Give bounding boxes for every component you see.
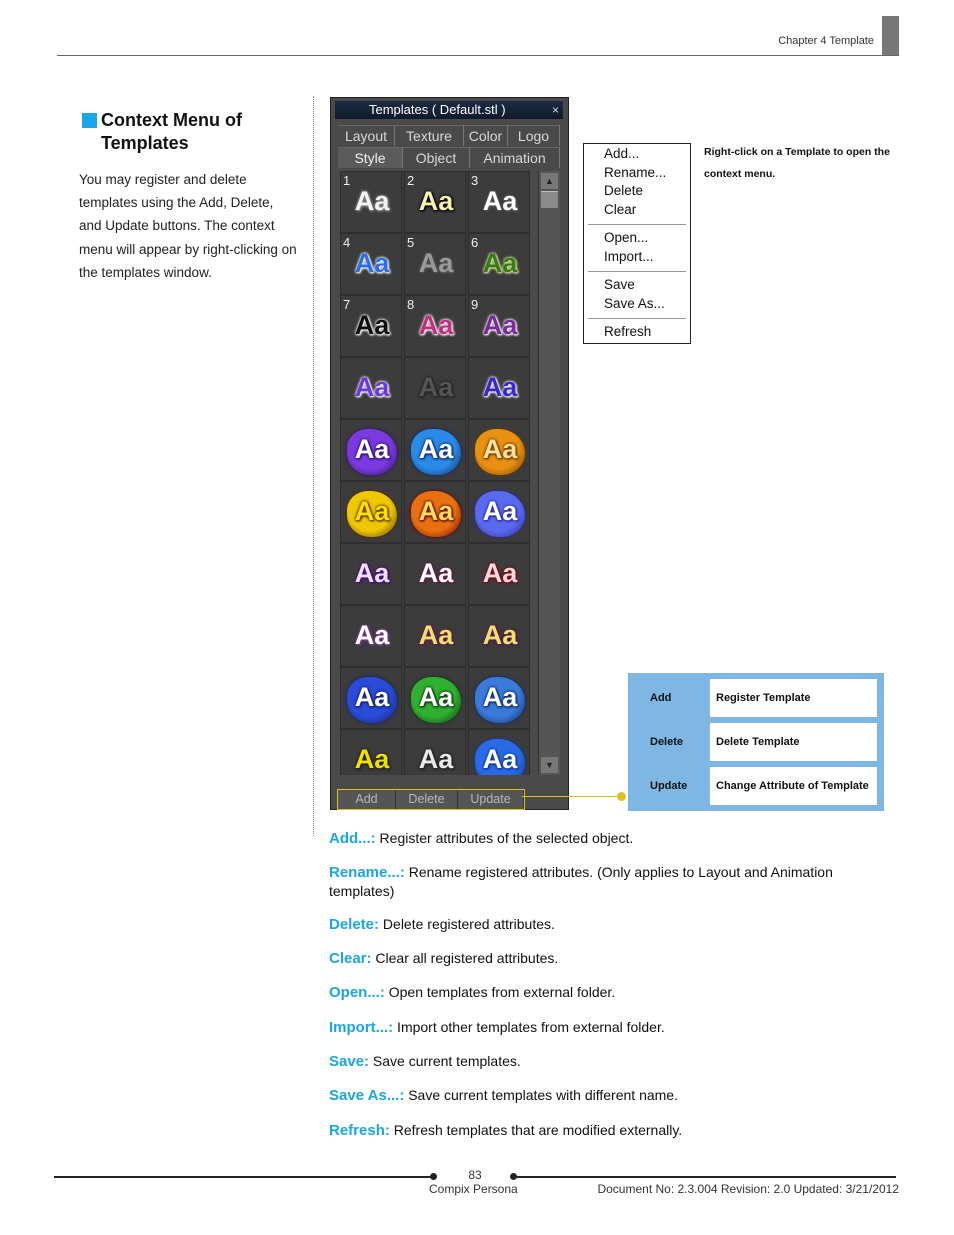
template-cell[interactable] <box>340 171 402 233</box>
tab-style[interactable]: Style <box>338 147 403 168</box>
definition-text: Save current templates. <box>369 1053 521 1069</box>
button-table-value: Register Template <box>710 679 877 717</box>
template-cell[interactable] <box>340 419 402 481</box>
template-number: 6 <box>471 235 479 250</box>
definition-term: Save As...: <box>329 1087 405 1104</box>
template-cell[interactable] <box>468 605 530 667</box>
template-number: 1 <box>343 173 351 188</box>
template-cell[interactable] <box>468 419 530 481</box>
templates-window <box>330 97 569 810</box>
close-icon[interactable]: × <box>551 103 559 117</box>
menu-item-rename[interactable]: Rename... <box>604 164 667 180</box>
template-preview-text: Aa <box>482 558 518 588</box>
template-number: 7 <box>343 297 351 312</box>
definition-term: Save: <box>329 1053 370 1070</box>
tab-row-bottom <box>338 147 560 168</box>
definition-item <box>329 1121 889 1140</box>
menu-separator <box>588 224 686 225</box>
definition-term: Rename...: <box>329 864 405 881</box>
template-preview-text: Aa <box>354 496 390 526</box>
definition-item <box>329 983 889 1002</box>
template-cell[interactable] <box>404 543 466 605</box>
footer-rule-left <box>54 1176 434 1178</box>
definition-term: Refresh: <box>329 1122 390 1139</box>
template-preview-text: Aa <box>418 496 454 526</box>
template-preview-text: Aa <box>418 558 454 588</box>
template-preview-text: Aa <box>354 186 390 216</box>
update-button[interactable]: Update <box>458 790 524 809</box>
definition-item <box>329 1086 889 1105</box>
definition-text: Rename registered attributes. (Only applies to Layout and Animation templates) <box>329 864 833 899</box>
definition-text: Clear all registered attributes. <box>371 950 559 966</box>
context-menu <box>583 143 691 344</box>
template-preview-text: Aa <box>354 744 390 774</box>
template-preview-text: Aa <box>482 372 518 402</box>
template-preview-text: Aa <box>418 682 454 712</box>
definition-text: Refresh templates that are modified externally. <box>389 1122 683 1138</box>
template-scrollbar[interactable] <box>538 171 560 775</box>
template-number: 4 <box>343 235 351 250</box>
template-cell[interactable] <box>404 171 466 233</box>
chapter-label: Chapter 4 Template <box>778 35 874 47</box>
scroll-thumb[interactable] <box>541 191 558 208</box>
tab-row-top <box>338 125 560 146</box>
definition-term: Clear: <box>329 950 372 967</box>
template-number: 2 <box>407 173 415 188</box>
button-table-value: Change Attribute of Template <box>710 767 877 805</box>
menu-item-save-as[interactable]: Save As... <box>604 295 665 311</box>
footer-dot-left <box>430 1173 437 1180</box>
template-number: 3 <box>471 173 479 188</box>
tab-logo[interactable]: Logo <box>508 125 560 146</box>
menu-item-open[interactable]: Open... <box>604 230 649 245</box>
definition-text: Import other templates from external folder. <box>393 1019 665 1035</box>
section-title: Context Menu of Templates <box>101 110 242 153</box>
template-cell[interactable] <box>468 543 530 605</box>
template-preview-text: Aa <box>418 186 454 216</box>
callout-line <box>522 796 622 797</box>
template-cell[interactable] <box>468 233 530 295</box>
scroll-down-icon[interactable]: ▼ <box>541 757 558 773</box>
template-preview-text: Aa <box>418 248 454 278</box>
tab-layout[interactable]: Layout <box>338 125 395 146</box>
menu-item-add[interactable]: Add... <box>604 146 640 161</box>
template-preview-text: Aa <box>418 620 454 650</box>
button-table-key: Delete <box>650 736 684 748</box>
template-cell[interactable] <box>404 729 466 775</box>
templates-window-titlebar <box>335 101 563 119</box>
template-preview-text: Aa <box>482 310 518 340</box>
template-preview-text: Aa <box>482 744 518 774</box>
menu-item-clear[interactable]: Clear <box>604 201 637 217</box>
column-divider <box>313 96 314 836</box>
definition-text: Register attributes of the selected object. <box>375 830 634 846</box>
template-cell[interactable] <box>468 729 530 775</box>
template-button-bar <box>337 789 525 810</box>
menu-item-delete[interactable]: Delete <box>604 183 644 198</box>
menu-item-refresh[interactable]: Refresh <box>604 324 652 339</box>
template-cell[interactable] <box>404 605 466 667</box>
template-preview-text: Aa <box>354 620 390 650</box>
add-button[interactable]: Add <box>338 790 396 809</box>
template-preview-text: Aa <box>482 496 518 526</box>
delete-button[interactable]: Delete <box>396 790 458 809</box>
menu-separator <box>588 271 686 272</box>
template-preview-text: Aa <box>482 620 518 650</box>
template-cell[interactable] <box>404 357 466 419</box>
product-name: Compix Persona <box>429 1182 518 1196</box>
button-description-table <box>628 673 884 811</box>
tab-animation[interactable]: Animation <box>470 147 560 168</box>
template-cell[interactable] <box>404 233 466 295</box>
definition-term: Import...: <box>329 1019 394 1036</box>
definition-term: Delete: <box>329 916 380 933</box>
template-preview-text: Aa <box>354 558 390 588</box>
button-table-key: Update <box>650 780 688 792</box>
footer-rule-right <box>514 1176 896 1178</box>
template-number: 9 <box>471 297 479 312</box>
template-cell[interactable] <box>340 729 402 775</box>
definition-item <box>329 1052 889 1071</box>
template-preview-text: Aa <box>354 372 390 402</box>
button-table-key: Add <box>650 692 672 704</box>
template-cell[interactable] <box>404 667 466 729</box>
menu-separator <box>588 318 686 319</box>
section-description: You may register and delete templates using the Add, Delete, and Update buttons. The context menu will appear by right-clicking on the templates window. <box>79 172 297 280</box>
page-number: 83 <box>468 1168 482 1182</box>
definition-term: Open...: <box>329 984 385 1001</box>
menu-item-import[interactable]: Import... <box>604 248 654 264</box>
tab-color[interactable]: Color <box>464 125 508 146</box>
definition-item <box>329 863 889 900</box>
template-cell[interactable] <box>468 357 530 419</box>
template-cell[interactable] <box>468 295 530 357</box>
definition-text: Save current templates with different name. <box>404 1087 678 1103</box>
template-preview-text: Aa <box>354 682 390 712</box>
definition-item <box>329 1018 889 1037</box>
template-preview-text: Aa <box>418 310 454 340</box>
definition-text: Delete registered attributes. <box>379 916 555 932</box>
template-preview-text: Aa <box>354 434 390 464</box>
definition-item <box>329 949 889 968</box>
definition-item <box>329 915 889 934</box>
context-menu-note: Right-click on a Template to open the context menu. <box>704 146 890 180</box>
menu-item-save[interactable]: Save <box>604 277 635 292</box>
template-cell[interactable] <box>340 605 402 667</box>
template-preview-text: Aa <box>482 682 518 712</box>
template-number: 5 <box>407 235 415 250</box>
definition-text: Open templates from external folder. <box>384 984 616 1000</box>
template-cell[interactable] <box>340 481 402 543</box>
template-cell[interactable] <box>468 171 530 233</box>
footer-dot-right <box>510 1173 517 1180</box>
section-bullet-icon <box>82 113 97 128</box>
scroll-up-icon[interactable]: ▲ <box>541 173 558 189</box>
header-rule <box>57 55 899 56</box>
template-cell[interactable] <box>468 667 530 729</box>
template-cell[interactable] <box>404 481 466 543</box>
template-preview-text: Aa <box>418 372 454 402</box>
chapter-tab-marker <box>882 16 899 56</box>
definition-term: Add...: <box>329 830 376 847</box>
template-preview-text: Aa <box>418 434 454 464</box>
button-table-value: Delete Template <box>710 723 877 761</box>
template-cell[interactable] <box>340 543 402 605</box>
tab-object[interactable]: Object <box>403 147 470 168</box>
template-preview-text: Aa <box>418 744 454 774</box>
templates-window-title: Templates ( Default.stl ) <box>369 102 506 117</box>
template-cell[interactable] <box>340 295 402 357</box>
template-cell[interactable] <box>340 357 402 419</box>
template-preview-text: Aa <box>482 186 518 216</box>
template-preview-text: Aa <box>482 434 518 464</box>
template-preview-text: Aa <box>354 310 390 340</box>
callout-dot <box>617 792 626 801</box>
definition-item <box>329 829 889 848</box>
template-preview-text: Aa <box>354 248 390 278</box>
template-cell[interactable] <box>340 233 402 295</box>
document-info: Document No: 2.3.004 Revision: 2.0 Updated: 3/21/2012 <box>597 1182 899 1196</box>
tab-texture[interactable]: Texture <box>395 125 464 146</box>
template-grid <box>340 171 530 775</box>
template-cell[interactable] <box>404 419 466 481</box>
template-cell[interactable] <box>468 481 530 543</box>
template-cell[interactable] <box>340 667 402 729</box>
template-preview-text: Aa <box>482 248 518 278</box>
template-cell[interactable] <box>404 295 466 357</box>
template-number: 8 <box>407 297 415 312</box>
